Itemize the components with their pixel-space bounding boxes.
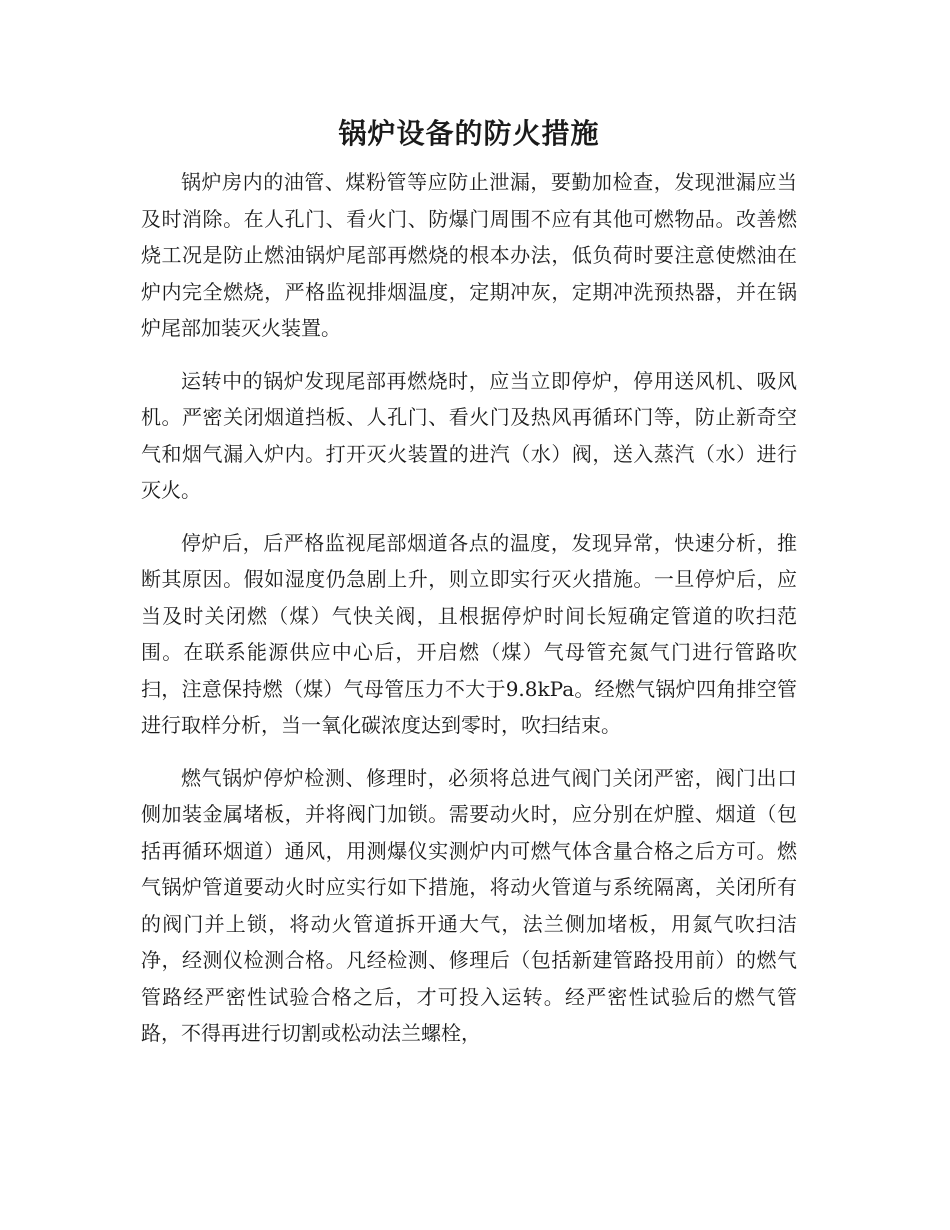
document-page — [141, 112, 797, 1068]
paragraph-gas-boiler-maintenance: 燃气锅炉停炉检测、修理时，必须将总进气阀门关闭严密，阀门出口侧加装金属堵板，并将阀门加锁。需要动火时，应分别在炉膛、烟道（包括再循环烟道）通风，用测爆仪实测炉内可燃气体含量合格之后方可。燃气锅炉管道要动火时应实行如下措施，将动火管道与系统隔离，关闭所有的阀门并上锁，将动火管道拆开通大气，法兰侧加堵板，用氮气吹扫洁净，经测仪检测合格。凡经检测、修理后（包括新建管路投用前）的燃气管路经严密性试验合格之后，才可投入运转。经严密性试验后的燃气管路，不得再进行切割或松动法兰螺栓， — [141, 765, 797, 1045]
paragraph-tail-reburning: 运转中的锅炉发现尾部再燃烧时，应当立即停炉，停用送风机、吸风机。严密关闭烟道挡板、人孔门、看火门及热风再循环门等，防止新奇空气和烟气漏入炉内。打开灭火装置的进汽（水）阀，送入蒸汽（水）进行灭火。 — [141, 368, 797, 502]
document-title: 锅炉设备的防火措施 — [338, 117, 600, 150]
paragraph-oil-leak-prevention: 锅炉房内的油管、煤粉管等应防止泄漏，要勤加检查，发现泄漏应当及时消除。在人孔门、看火门、防爆门周围不应有其他可燃物品。改善燃烧工况是防止燃油锅炉尾部再燃烧的根本办法，低负荷时要注意使燃油在炉内完全燃烧，严格监视排烟温度，定期冲灰，定期冲洗预热器，并在锅炉尾部加装灭火装置。 — [141, 170, 797, 340]
paragraph-after-shutdown: 停炉后，后严格监视尾部烟道各点的温度，发现异常，快速分析，推断其原因。假如湿度仍急剧上升，则立即实行灭火措施。一旦停炉后，应当及时关闭燃（煤）气快关阀，且根据停炉时间长短确定管道的吹扫范围。在联系能源供应中心后，开启燃（煤）气母管充氮气门进行管路吹扫，注意保持燃（煤）气母管压力不大于9.8kPa。经燃气锅炉四角排空管进行取样分析，当一氧化碳浓度达到零时，吹扫结束。 — [141, 530, 797, 737]
